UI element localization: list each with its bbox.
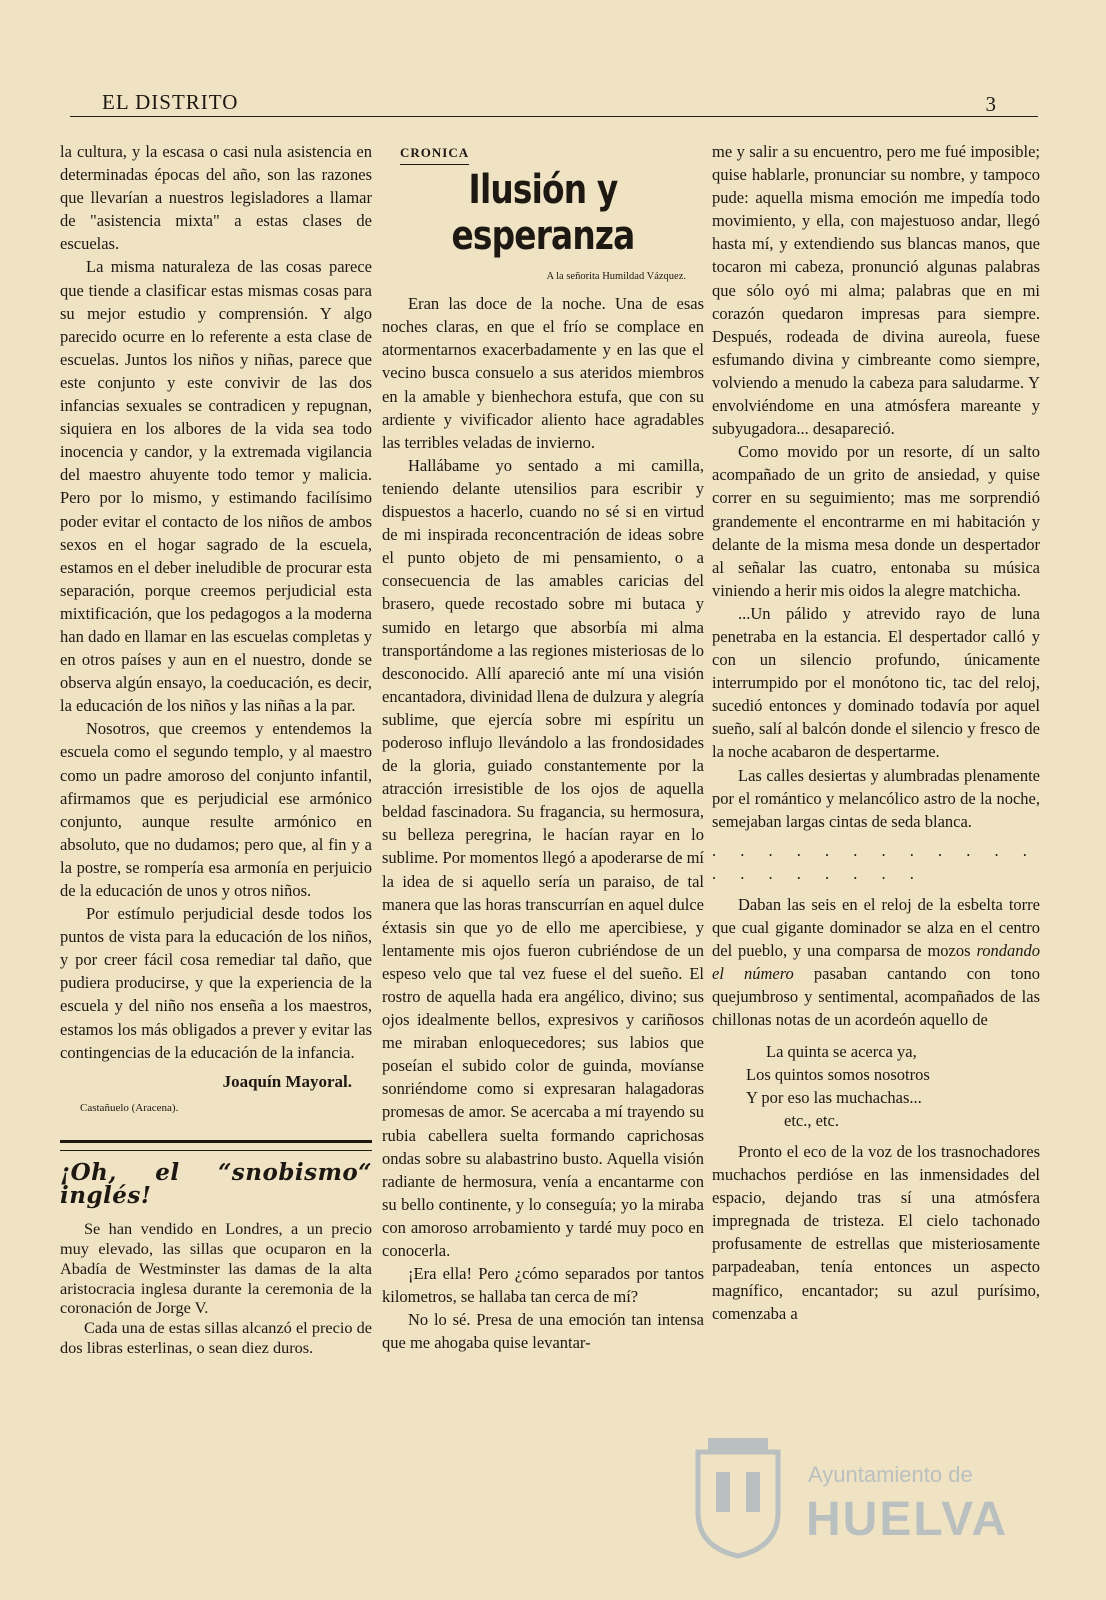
author-location: Castañuelo (Aracena). (80, 1101, 179, 1114)
paragraph: Las calles desiertas y alumbradas plenamente por el romántico y melancólico astro de la noche, semejaban largas cintas de seda blanca. (712, 765, 1040, 831)
dedication: A la señorita Humildad Vázquez. (546, 271, 686, 283)
section-dots: . . . . . . . . . . . . . . . . . . . . (712, 840, 1037, 883)
page-number: 3 (985, 92, 996, 116)
text-run: pasaban cantando con tono quejumbroso y sentimental, acompañados de las chillonas notas de un acordeón aquello de (712, 964, 1040, 1030)
verse-line: Los quintos somos nosotros (746, 1064, 930, 1084)
article-title: Ilusión y esperanza (451, 167, 635, 260)
snob-article-title: ¡Oh, el “snobismo“ inglés! (60, 1158, 372, 1210)
paragraph: Pronto el eco de la voz de los trasnochadores muchachos perdióse en las inmensidades del espacio, dejando tras sí una atmósfera impregnada de tristeza. El cielo tachonado profusamente de estrellas que misteriosamente parpadeaban, tenía entonces un aspecto magnífico, encantador; su azul purísimo, comenzaba a (712, 1141, 1040, 1323)
paragraph: Eran las doce de la noche. Una de esas noches claras, en que el frío se complace en atormentarnos exacerbadamente y en las que el vecino busca consuelo a sus ateridos miembros en la amable y bienhechora estufa, que con su ardiente y vivificador aliento hace agradables las terribles veladas de invierno. (382, 294, 704, 452)
paragraph: me y salir a su encuentro, pero me fué imposible; quise hablarle, pronunciar su nombre, y tampoco pude: aquella misma emoción me impedía todo movimiento, y ella, con majestuoso andar, llegó hasta mí, y extendiendo sus blancas manos, que tocaron mi cabeza, pronunció algunas palabras que sólo oyó mi alma; palabras que en mi corazón quedaron impresas para siempre. Después, rodeada de divina aureola, fuese esfumando divina y cimbreante como siempre, volviendo a menudo la cabeza para saludarme. Y envolviéndome en una atmósfera mareante y subyugadora... desapareció. (712, 142, 1040, 439)
column-3 (712, 140, 1040, 1325)
paragraph: Hallábame yo sentado a mi camilla, teniendo delante utensilios para escribir y dispuestos a hacerlo, cuando no sé si en virtud de mi inspirada reconcentración de ideas sobre el punto objeto de mi pensamiento, o a consecuencia de las amables caricias del brasero, quede recostado sobre mi butaca y sumido en letargo que absorbía mi alma transportándome a las regiones misteriosas de lo desconocido. Allí apareció ante mí una visión encantadora, divinidad llena de dulzura y alegría sublime, que ejercía sobre mi espíritu un poderoso influjo llevándolo a las frondosidades de la gloria, guiado constantemente por la atracción irresistible de los ojos de aquella beldad fascinadora. Su fragancia, su hermosura, su belleza peregrina, le hacían rayar en lo sublime. Por momentos llegó a apoderarse de mí la idea de si aquello sería un paraiso, de tal manera que las horas transcurrían en aquel dulce éxtasis sin que yo de ello me apercibiese, y lentamente mis ojos fueron cubriéndose de un espeso velo que tal vez fuese el del sueño. El rostro de aquella hada era angélico, divino; sus ojos idealmente bellos, expresivos y cariñosos me miraban enloquecedores; sus labios que poseían el subido color de guinda, movíanse sonriéndome como si expresaran halagadoras promesas de amor. Se acercaba a mí trayendo su rubia cabellera suelta formando caprichosas ondas sobre su alabastrino busto. Aquella visión radiante de hermosura, venía a encantarme con su bello continente, y lo conseguía; yo la miraba con amoroso arrobamiento y tardé muy poco en conocerla. (382, 455, 704, 1261)
section-label: CRONICA (400, 141, 469, 165)
paragraph: ¡Era ella! Pero ¿cómo separados por tantos kilometros, se hallaba tan cerca de mí? (382, 1264, 704, 1307)
paragraph (712, 893, 1040, 1032)
verse-line: La quinta se acerca ya, (766, 1041, 917, 1061)
coat-of-arms-icon (688, 1432, 788, 1560)
verse-line: etc., etc. (784, 1110, 839, 1130)
header-rule (70, 116, 1038, 117)
paragraph: Nosotros, que creemos y entendemos la escuela como el segundo templo, y al maestro como un padre amoroso del conjunto infantil, afirmamos que es perjudicial ese armónico conjunto, aunque resulte armónico en absoluto, que no dudamos; pero que, al fin y a la postre, se rompería esa armonía en perjuicio de la educación de unos y otros niños. (60, 719, 372, 900)
text-run: Daban las seis en el reloj de la esbelta torre que cual gigante dominador se alza en el centro del pueblo, y una comparsa de mozos (712, 895, 1040, 961)
snob-article-body (60, 1219, 372, 1358)
column-2 (382, 140, 704, 1355)
watermark (688, 1432, 1028, 1560)
paragraph: Cada una de estas sillas alcanzó el precio de dos libras esterlinas, o sean diez duros. (60, 1318, 372, 1357)
paragraph: Se han vendido en Londres, a un precio muy elevado, las sillas que ocuparon en la Abadía de Westminster las damas de la alta aristocracia inglesa durante la ceremonia de la coronación de Jorge V. (60, 1219, 372, 1318)
paragraph: la cultura, y la escasa o casi nula asistencia en determinadas épocas del año, son las razones que llevarían a nuestros legisladores a llamar de "asistencia mixta" a estas clases de escuelas. (60, 142, 372, 254)
paragraph: Por estímulo perjudicial desde todos los puntos de vista para la educación de los niños, y por creer fácil cosa remediar tal daño, que pudiera producirse, y que la experiencia de la escuela y del niño nos enseña a los maestros, estamos los más obligados a prever y evitar las contingencias de la educación de la infancia. (60, 904, 372, 1062)
paragraph: ...Un pálido y atrevido rayo de luna penetraba en la estancia. El despertador calló y con un silencio profundo, únicamente interrumpido por el monótono tic, tac del reloj, sucedió entonces y dominado todavía por aquel sueño, salí al balcón donde el silencio y fresco de la noche acabaron de despertarme. (712, 603, 1040, 762)
verse-line: Y por eso las muchachas... (746, 1087, 922, 1107)
author-signature: Joaquín Mayoral. (222, 1071, 352, 1091)
publication-name: EL DISTRITO (102, 90, 239, 114)
page-header (70, 88, 1038, 118)
paragraph: La misma naturaleza de las cosas parece que tiende a clasificar estas mismas cosas para su mejor estudio y comprensión. Y algo parecido ocurre en lo referente a esta clase de escuelas. Juntos los niños y niñas, parece que este conjunto y este convivir de las dos infancias sexuales se contradicen y repugnan, siquiera en los albores de la vida sea todo inocencia y candor, y la extremada vigilancia del maestro ahuyente todo temor y malicia. Pero por lo mismo, y estimando facilísimo poder evitar el contacto de los niños de ambos sexos en el hogar sagrado de la escuela, estamos en el deber ineludible de procurar esta separación, porque creemos perjudicial esta mixtificación, que los pedagogos a la moderna han dado en llamar en las escuelas completas y en otros países y aun en el nuestro, donde se observa algún ensayo, la coeducación, es decir, la educación de los niños y las niñas a la par. (60, 257, 372, 716)
column-1 (60, 140, 372, 1358)
italic-text: rondando el número (712, 941, 1040, 984)
section-divider (60, 1140, 372, 1151)
paragraph: Como movido por un resorte, dí un salto acompañado de un grito de ansiedad, y quise correr en su seguimiento; mas me sorprendió grandemente el encontrarme en mi habitación y delante de la misma mesa donde un despertador al señalar las cuatro, entonaba su música viniendo a herir mis oidos la alegre matchicha. (712, 442, 1040, 600)
song-verse (712, 1040, 1040, 1132)
paragraph: No lo sé. Presa de una emoción tan intensa que me ahogaba quise levantar- (382, 1310, 704, 1353)
watermark-line-1: Ayuntamiento de (808, 1462, 973, 1487)
watermark-line-2: HUELVA (806, 1493, 1009, 1546)
